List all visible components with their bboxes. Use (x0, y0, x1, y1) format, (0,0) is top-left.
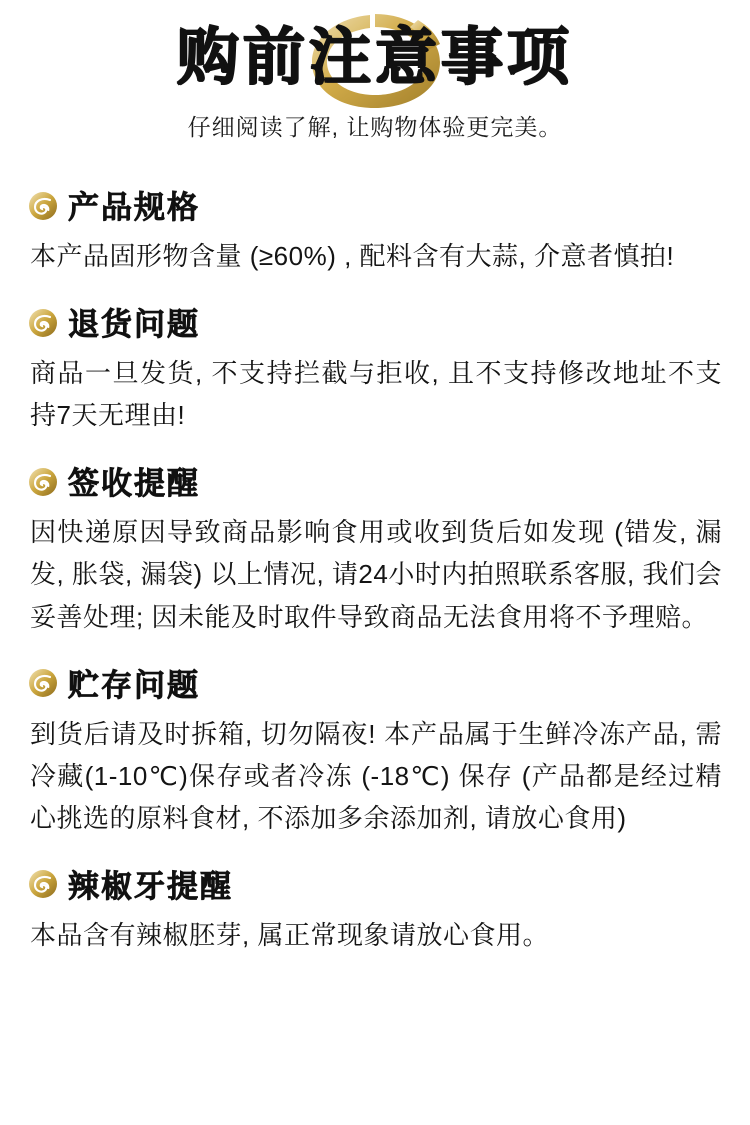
title-wrap (28, 0, 722, 93)
gold-swirl-bullet-icon (28, 869, 58, 899)
section-body: 本产品固形物含量 (≥60%) , 配料含有大蒜, 介意者慎拍! (30, 241, 675, 271)
section-chili-sprout-notice (28, 861, 722, 956)
section-delivery-notice (28, 458, 722, 637)
page-title: 购前注意事项 (176, 20, 573, 93)
section-header (28, 861, 722, 906)
section-return-policy (28, 299, 722, 436)
gold-swirl-bullet-icon (28, 191, 58, 221)
section-title: 退货问题 (68, 307, 200, 344)
gold-swirl-bullet-icon (28, 668, 58, 698)
section-header (28, 458, 722, 503)
section-header (28, 182, 722, 227)
section-body: 到货后请及时拆箱, 切勿隔夜! 本产品属于生鲜冷冻产品, 需冷藏(1-10℃)保存或者冷冻 (-18℃) 保存 (产品都是经过精心挑选的原料食材, 不添加多余添加剂, 请放心食用) (30, 718, 722, 833)
gold-swirl-bullet-icon (28, 308, 58, 338)
section-storage (28, 660, 722, 839)
gold-swirl-bullet-icon (28, 467, 58, 497)
section-title: 产品规格 (68, 190, 200, 226)
section-header (28, 299, 722, 344)
page-header (28, 0, 722, 160)
page-subtitle: 仔细阅读了解, 让购物体验更完美。 (187, 114, 563, 141)
section-body: 商品一旦发货, 不支持拦截与拒收, 且不支持修改地址不支持7天无理由! (30, 358, 722, 431)
section-title: 签收提醒 (68, 466, 200, 503)
section-title: 辣椒牙提醒 (68, 868, 233, 905)
section-title: 贮存问题 (68, 667, 200, 704)
section-body: 本品含有辣椒胚芽, 属正常现象请放心食用。 (30, 919, 549, 950)
section-product-spec (28, 182, 722, 277)
section-body: 因快递原因导致商品影响食用或收到货后如发现 (错发, 漏发, 胀袋, 漏袋) 以上情况, 请24小时内拍照联系客服, 我们会妥善处理; 因未能及时取件导致商品无法食用将不予理赔。 (30, 517, 722, 632)
section-header (28, 660, 722, 705)
